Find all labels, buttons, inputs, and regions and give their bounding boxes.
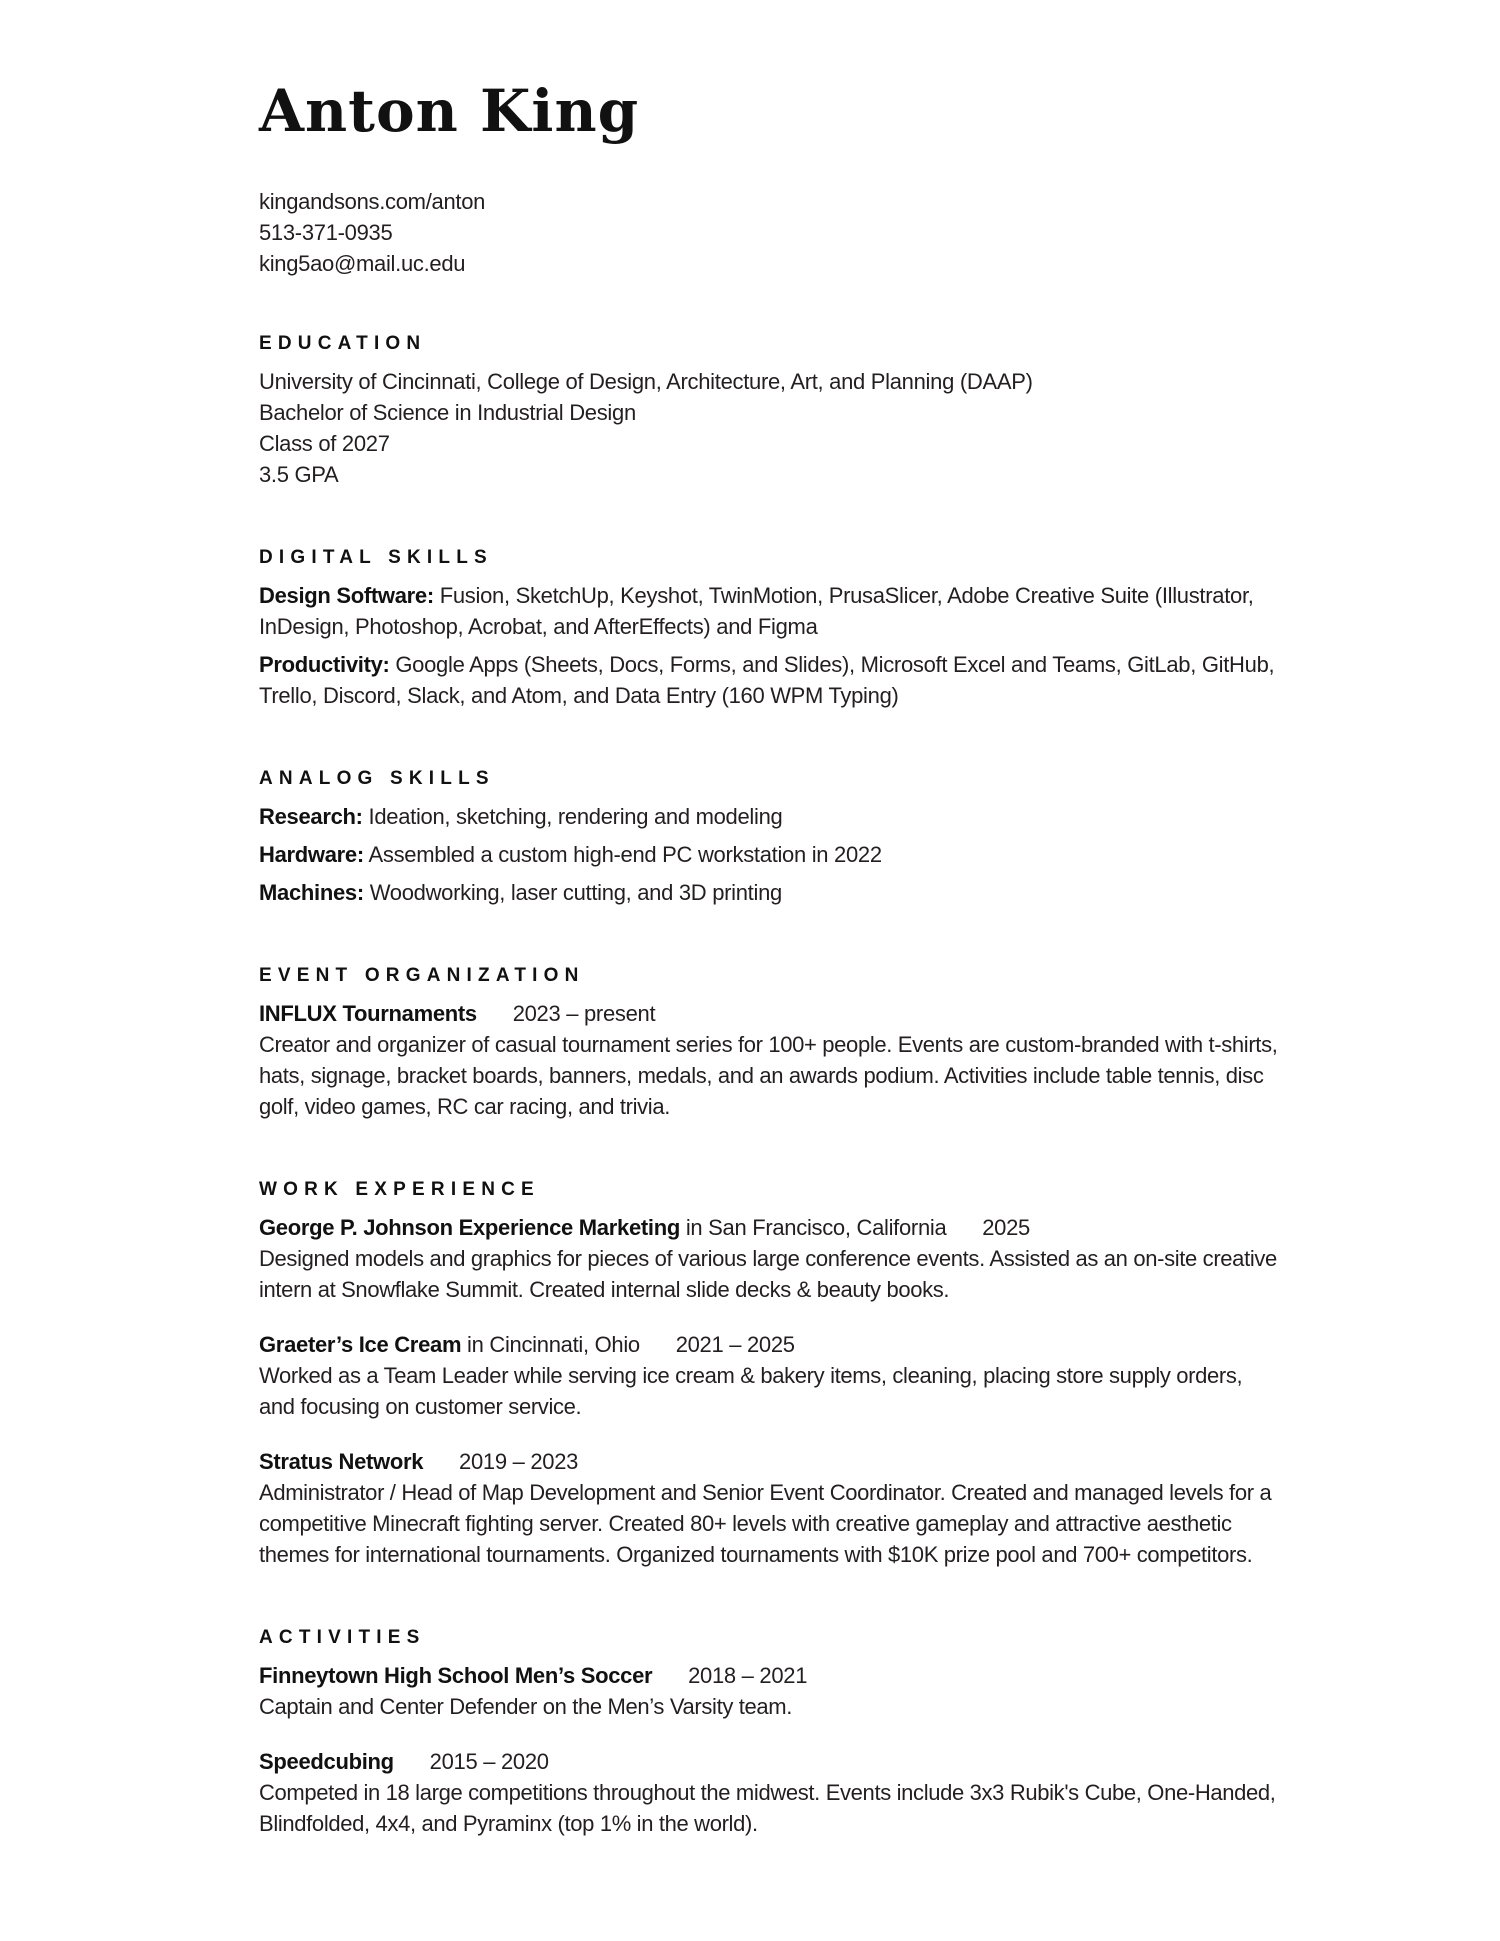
job-entry bbox=[259, 1446, 1279, 1570]
activity-entry bbox=[259, 1746, 1279, 1839]
digital-skills-heading: DIGITAL SKILLS bbox=[259, 547, 493, 568]
design-software-skills bbox=[259, 580, 1279, 642]
analog-skills-section bbox=[259, 766, 1279, 908]
analog-skills-heading: ANALOG SKILLS bbox=[259, 768, 495, 789]
research-label: Research: bbox=[259, 804, 363, 829]
email-address[interactable]: king5ao@mail.uc.edu bbox=[259, 251, 466, 276]
hardware-label: Hardware: bbox=[259, 842, 364, 867]
activity-dates: 2015 – 2020 bbox=[429, 1749, 549, 1774]
job-entry-header bbox=[259, 1329, 1279, 1360]
education-section bbox=[259, 331, 1279, 490]
job-location: in San Francisco, California bbox=[685, 1215, 947, 1240]
job-location: in Cincinnati, Ohio bbox=[467, 1332, 640, 1357]
activity-entry-header bbox=[259, 1660, 1279, 1691]
activity-description: Captain and Center Defender on the Men’s Varsity team. bbox=[259, 1694, 793, 1719]
education-class: Class of 2027 bbox=[259, 431, 390, 456]
machines-label: Machines: bbox=[259, 880, 364, 905]
event-entry bbox=[259, 998, 1279, 1122]
candidate-name: Anton King bbox=[259, 77, 640, 145]
education-school: University of Cincinnati, College of Design, Architecture, Art, and Planning (DAAP) bbox=[259, 369, 1033, 394]
job-company: Graeter’s Ice Cream bbox=[259, 1332, 462, 1357]
machines-text: Woodworking, laser cutting, and 3D printing bbox=[369, 880, 782, 905]
resume-content bbox=[259, 76, 1279, 1839]
education-degree: Bachelor of Science in Industrial Design bbox=[259, 400, 636, 425]
job-company: Stratus Network bbox=[259, 1449, 424, 1474]
event-organization-section bbox=[259, 963, 1279, 1122]
activity-dates: 2018 – 2021 bbox=[688, 1663, 808, 1688]
research-skills bbox=[259, 801, 1279, 832]
event-description: Creator and organizer of casual tournament series for 100+ people. Events are custom-branded with t-shirts, hats, signage, bracket boards, banners, medals, and an awards podium. Activities include table tennis, disc golf, video games, RC car racing, and trivia. bbox=[259, 1032, 1278, 1119]
contact-block bbox=[259, 186, 1279, 279]
activities-heading: ACTIVITIES bbox=[259, 1627, 426, 1648]
machines-skills bbox=[259, 877, 1279, 908]
digital-skills-section bbox=[259, 545, 1279, 711]
job-dates: 2025 bbox=[982, 1215, 1030, 1240]
job-entry bbox=[259, 1212, 1279, 1305]
job-company: George P. Johnson Experience Marketing bbox=[259, 1215, 680, 1240]
activity-title: Speedcubing bbox=[259, 1749, 394, 1774]
activity-title: Finneytown High School Men’s Soccer bbox=[259, 1663, 653, 1688]
productivity-label: Productivity: bbox=[259, 652, 390, 677]
job-entry-header bbox=[259, 1446, 1279, 1477]
hardware-skills bbox=[259, 839, 1279, 870]
activity-entry-header bbox=[259, 1746, 1279, 1777]
event-dates: 2023 – present bbox=[512, 1001, 656, 1026]
work-experience-heading: WORK EXPERIENCE bbox=[259, 1179, 540, 1200]
job-dates: 2021 – 2025 bbox=[675, 1332, 795, 1357]
design-software-text: Fusion, SketchUp, Keyshot, TwinMotion, PrusaSlicer, Adobe Creative Suite (Illustrator, InDesign, Photoshop, Acrobat, and AfterEffects) and Figma bbox=[259, 583, 1254, 639]
job-description: Administrator / Head of Map Development and Senior Event Coordinator. Created and managed levels for a competitive Minecraft fighting server. Created 80+ levels with creative gameplay and attractive aesthetic themes for international tournaments. Organized tournaments with $10K prize pool and 700+ competitors. bbox=[259, 1480, 1272, 1567]
hardware-text: Assembled a custom high-end PC workstation in 2022 bbox=[368, 842, 882, 867]
event-title: INFLUX Tournaments bbox=[259, 1001, 477, 1026]
job-description: Designed models and graphics for pieces of various large conference events. Assisted as an on-site creative intern at Snowflake Summit. Created internal slide decks & beauty books. bbox=[259, 1246, 1277, 1302]
education-heading: EDUCATION bbox=[259, 333, 427, 354]
job-entry-header bbox=[259, 1212, 1279, 1243]
job-dates: 2019 – 2023 bbox=[459, 1449, 579, 1474]
productivity-skills bbox=[259, 649, 1279, 711]
activity-description: Competed in 18 large competitions throughout the midwest. Events include 3x3 Rubik's Cube, One-Handed, Blindfolded, 4x4, and Pyraminx (top 1% in the world). bbox=[259, 1780, 1276, 1836]
education-gpa: 3.5 GPA bbox=[259, 462, 339, 487]
activity-entry bbox=[259, 1660, 1279, 1722]
activities-section bbox=[259, 1625, 1279, 1839]
phone-number: 513-371-0935 bbox=[259, 220, 393, 245]
research-text: Ideation, sketching, rendering and modeling bbox=[368, 804, 783, 829]
website-link[interactable]: kingandsons.com/anton bbox=[259, 189, 486, 214]
productivity-text: Google Apps (Sheets, Docs, Forms, and Slides), Microsoft Excel and Teams, GitLab, GitHub, Trello, Discord, Slack, and Atom, and Data Entry (160 WPM Typing) bbox=[259, 652, 1275, 708]
event-organization-heading: EVENT ORGANIZATION bbox=[259, 965, 585, 986]
job-entry bbox=[259, 1329, 1279, 1422]
work-experience-section bbox=[259, 1177, 1279, 1570]
design-software-label: Design Software: bbox=[259, 583, 434, 608]
event-entry-header bbox=[259, 998, 1279, 1029]
job-description: Worked as a Team Leader while serving ice cream & bakery items, cleaning, placing store supply orders, and focusing on customer service. bbox=[259, 1363, 1243, 1419]
